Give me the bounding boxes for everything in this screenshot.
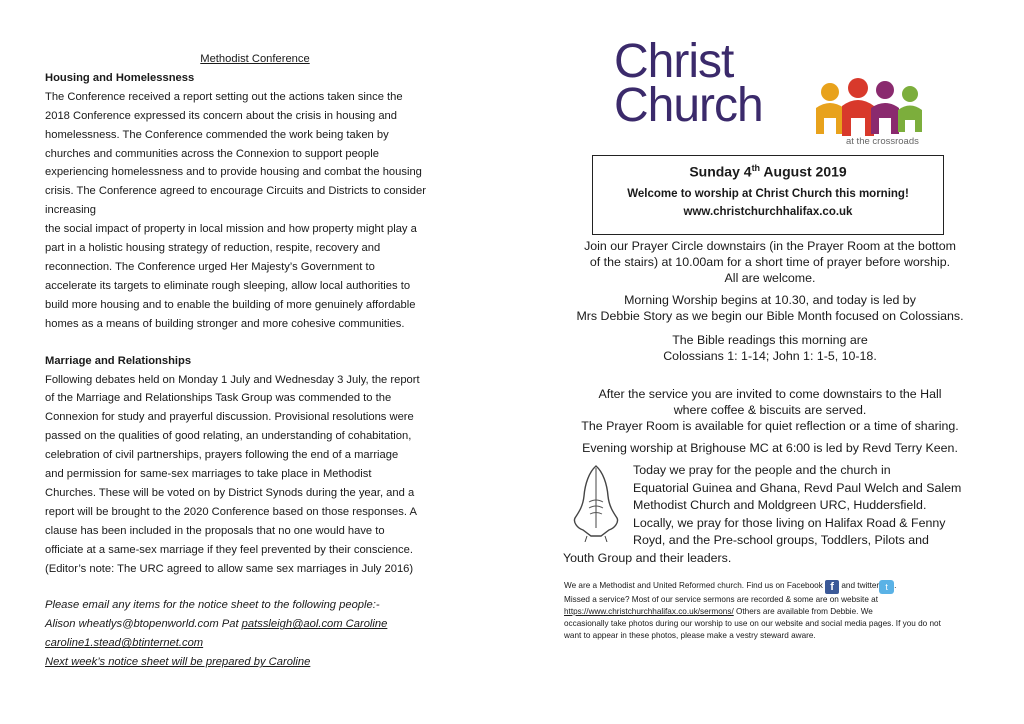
text-line: Today we pray for the people and the church in	[633, 463, 891, 477]
social-text-twitter: and twitter	[839, 581, 880, 590]
missed-service-line: Missed a service? Most of our service sermons are recorded & some are on website at	[564, 595, 878, 604]
figure-green	[898, 86, 922, 132]
date-month-year: August 2019	[760, 163, 847, 180]
bible-readings-notice	[560, 332, 980, 364]
text-line: and permission for same-sex marriages to take place in Methodist	[45, 468, 372, 481]
service-header-box	[592, 155, 944, 235]
welcome-message: Welcome to worship at Christ Church this morning!	[627, 187, 909, 200]
text-line: passed on the qualities of good relating, an understanding of cohabitation,	[45, 430, 412, 443]
photo-notice-line: want to appear in these photos, please make a vestry steward aware.	[564, 631, 816, 640]
text-line: 2018 Conference expressed its concern about the crisis in housing and	[45, 109, 398, 122]
text-line: officiate at a same-sex marriage if they feel prevented by their conscience.	[45, 543, 413, 556]
text-line: homelessness. The Conference commended the work being taken by	[45, 128, 389, 141]
text-line: (Editor’s note: The URC agreed to allow same sex marriages in July 2016)	[45, 562, 414, 575]
prayer-section	[563, 462, 983, 568]
email-intro: Please email any items for the notice sheet to the following people:-	[45, 599, 380, 612]
text-line: report will be brought to the 2020 Conference based on those responses. A	[45, 505, 417, 518]
text-line: build more housing and to enable the building of more genuinely affordable	[45, 298, 416, 311]
text-line: homes as a means of building stronger and more cohesive communities.	[45, 317, 405, 330]
text-line: accelerate its targets to eliminate rough sleeping, allow local authorities to	[45, 279, 411, 292]
text-line: Morning Worship begins at 10.30, and today is led by	[624, 293, 916, 307]
text-line: increasing	[45, 204, 96, 217]
text-line: Mrs Debbie Story as we begin our Bible Month focused on Colossians.	[576, 309, 964, 323]
social-text-end: .	[894, 581, 897, 590]
text-line: All are welcome.	[724, 271, 816, 285]
morning-worship-notice	[560, 292, 980, 324]
caroline-email-link[interactable]: caroline1.stead@btinternet.com	[45, 637, 204, 650]
praying-hands-icon	[565, 462, 627, 542]
christ-church-logo	[610, 35, 940, 150]
contact-caroline: Caroline	[342, 618, 388, 631]
figure-purple	[871, 81, 899, 134]
text-line: Youth Group and their leaders.	[563, 550, 732, 565]
text-line: Churches. These will be voted on by District Synods during the year, and a	[45, 486, 415, 499]
after-service-notice	[560, 386, 980, 434]
text-line: the social impact of property in local mission and how property might play a	[45, 223, 417, 236]
housing-body	[45, 88, 465, 334]
date-day: Sunday 4	[689, 163, 752, 180]
marriage-heading: Marriage and Relationships	[45, 354, 192, 367]
text-line: of the Marriage and Relationships Task Group was commended to the	[45, 392, 392, 405]
figure-orange	[816, 83, 844, 134]
contact-alison: Alison wheatlys@btopenworld.com Pat	[45, 618, 242, 631]
left-column	[45, 50, 465, 672]
text-line: Equatorial Guinea and Ghana, Revd Paul Welch and Salem	[633, 480, 962, 495]
next-week-note: Next week’s notice sheet will be prepared by Caroline	[45, 656, 311, 669]
service-date	[593, 163, 943, 180]
text-line: Join our Prayer Circle downstairs (in the Prayer Room at the bottom	[584, 239, 956, 253]
people-figures-icon	[760, 78, 940, 138]
logo-tagline: at the crossroads	[846, 136, 919, 147]
evening-worship-notice: Evening worship at Brighouse MC at 6:00 is led by Revd Terry Keen.	[582, 441, 958, 455]
contacts-line	[45, 615, 465, 634]
photo-notice-line: occasionally take photos during our worship to use on our website and social media pages. If you do not	[564, 619, 941, 628]
logo-word-christ: Christ	[614, 35, 734, 88]
twitter-icon[interactable]: t	[879, 580, 894, 594]
marriage-body	[45, 371, 465, 579]
prayer-room-notice: The Prayer Room is available for quiet reflection or a time of sharing.	[581, 419, 959, 433]
text-line: where coffee & biscuits are served.	[673, 403, 867, 417]
figure-red	[842, 78, 874, 136]
pat-email-link[interactable]: patssleigh@aol.com	[241, 618, 343, 631]
social-line	[564, 580, 982, 594]
text-line: of the stairs) at 10.00am for a short time of prayer before worship.	[589, 255, 951, 269]
text-line: clause has been included in the proposals that no one would have to	[45, 524, 385, 537]
text-line: Connexion for study and prayerful discussion. Provisional resolutions were	[45, 411, 414, 424]
text-line: churches and communities across the Connexion to support people	[45, 147, 379, 160]
prayer-circle-notice	[560, 238, 980, 286]
text-line: experiencing homelessness and to provide housing and combat the housing	[45, 166, 422, 179]
sermons-link[interactable]: https://www.christchurchhalifax.co.uk/sermons/	[564, 607, 734, 616]
footer-notes	[564, 580, 982, 642]
text-line: Locally, we pray for those living on Halifax Road & Fenny	[633, 515, 946, 530]
sermons-line	[564, 606, 982, 618]
text-line: After the service you are invited to come downstairs to the Hall	[598, 387, 942, 401]
sermons-text: Others are available from Debbie. We	[733, 607, 873, 616]
text-line: Royd, and the Pre-school groups, Toddlers, Pilots and	[633, 533, 929, 548]
text-line: crisis. The Conference agreed to encourage Circuits and Districts to consider	[45, 185, 426, 198]
facebook-icon[interactable]: f	[825, 580, 839, 594]
date-suffix: th	[751, 163, 761, 173]
text-line: celebration of civil partnerships, prayers following the end of a marriage	[45, 449, 399, 462]
text-line: Following debates held on Monday 1 July and Wednesday 3 July, the report	[45, 373, 420, 386]
website-link[interactable]: www.christchurchhalifax.co.uk	[683, 205, 853, 218]
notices	[560, 238, 980, 456]
conference-title: Methodist Conference	[200, 53, 310, 65]
text-line: Methodist Church and Moldgreen URC, Huddersfield.	[633, 498, 927, 513]
social-text: We are a Methodist and United Reformed church. Find us on Facebook	[564, 581, 826, 590]
logo-word-church: Church	[614, 79, 763, 132]
text-line: part in a holistic housing strategy of reduction, respite, recovery and	[45, 242, 381, 255]
housing-heading: Housing and Homelessness	[45, 71, 195, 84]
text-line: reconnection. The Conference urged Her Majesty’s Government to	[45, 260, 375, 273]
text-line: Colossians 1: 1-14; John 1: 1-5, 10-18.	[663, 349, 877, 363]
text-line: The Conference received a report setting out the actions taken since the	[45, 90, 403, 103]
text-line: The Bible readings this morning are	[672, 333, 868, 347]
